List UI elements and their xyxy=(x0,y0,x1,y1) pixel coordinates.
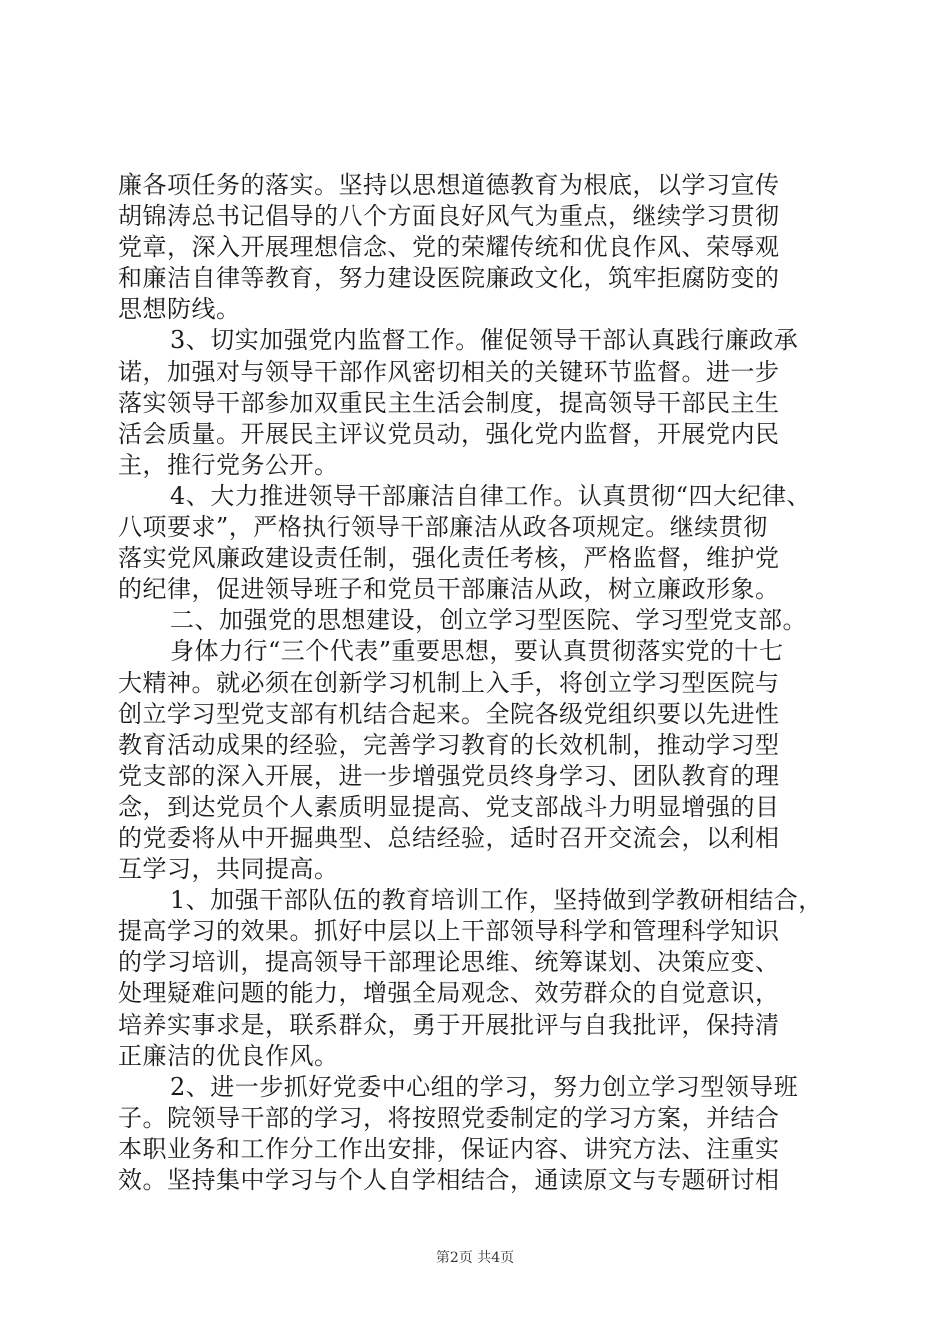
text-line: 的纪律，促进领导班子和党员干部廉洁从政，树立廉政形象。 xyxy=(118,575,780,604)
paragraph-start-line: 4、大力推进领导干部廉洁自律工作。认真贯彻“四大纪律、 xyxy=(170,481,812,510)
paragraph-start-line: 3、切实加强党内监督工作。催促领导干部认真践行廉政承 xyxy=(170,326,799,355)
text-line: 子。院领导干部的学习，将按照党委制定的学习方案，并结合 xyxy=(118,1103,780,1132)
text-line: 本职业务和工作分工作出安排，保证内容、讲究方法、注重实 xyxy=(118,1134,780,1163)
text-line: 活会质量。开展民主评议党员动，强化党内监督，开展党内民 xyxy=(118,419,780,448)
text-line: 培养实事求是，联系群众，勇于开展批评与自我批评，保持清 xyxy=(118,1010,780,1039)
document-body xyxy=(118,170,838,1196)
text-line: 念，到达党员个人素质明显提高、党支部战斗力明显增强的目 xyxy=(118,792,780,821)
text-line: 效。坚持集中学习与个人自学相结合，通读原文与专题研讨相 xyxy=(118,1166,780,1194)
text-line: 落实领导干部参加双重民主生活会制度，提高领导干部民主生 xyxy=(118,388,780,417)
paragraph-start-line: 身体力行“三个代表”重要思想，要认真贯彻落实党的十七 xyxy=(170,637,784,666)
text-line: 互学习，共同提高。 xyxy=(118,855,339,884)
paragraph-start-line: 1、加强干部队伍的教育培训工作，坚持做到学教研相结合， xyxy=(170,886,823,915)
paragraph-start-line: 2、进一步抓好党委中心组的学习，努力创立学习型领导班 xyxy=(170,1072,799,1101)
text-line: 党章，深入开展理想信念、党的荣耀传统和优良作风、荣辱观 xyxy=(118,233,780,262)
text-line: 思想防线。 xyxy=(118,295,241,324)
text-line: 八项要求”，严格执行领导干部廉洁从政各项规定。继续贯彻 xyxy=(118,513,768,542)
section-heading-line: 二、加强党的思想建设，创立学习型医院、学习型党支部。 xyxy=(170,606,807,635)
page-number-label: 第2页 共4页 xyxy=(435,1250,515,1266)
text-line: 主，推行党务公开。 xyxy=(118,450,339,479)
text-line: 诺，加强对与领导干部作风密切相关的关键环节监督。进一步 xyxy=(118,357,780,386)
text-line: 的学习培训，提高领导干部理论思维、统筹谋划、决策应变、 xyxy=(118,948,780,977)
text-line: 正廉洁的优良作风。 xyxy=(118,1041,339,1070)
text-line: 提高学习的效果。抓好中层以上干部领导科学和管理科学知识 xyxy=(118,917,780,946)
text-line: 教育活动成果的经验，完善学习教育的长效机制，推动学习型 xyxy=(118,730,780,759)
text-line: 廉各项任务的落实。坚持以思想道德教育为根底，以学习宣传 xyxy=(118,171,780,199)
text-line: 创立学习型党支部有机结合起来。全院各级党组织要以先进性 xyxy=(118,699,780,728)
text-line: 和廉洁自律等教育，努力建设医院廉政文化，筑牢拒腐防变的 xyxy=(118,264,780,293)
page-footer xyxy=(0,1247,950,1267)
text-line: 党支部的深入开展，进一步增强党员终身学习、团队教育的理 xyxy=(118,761,780,790)
text-line: 落实党风廉政建设责任制，强化责任考核，严格监督，维护党 xyxy=(118,544,780,573)
text-line: 的党委将从中开掘典型、总结经验，适时召开交流会，以利相 xyxy=(118,823,780,852)
text-line: 处理疑难问题的能力，增强全局观念、效劳群众的自觉意识， xyxy=(118,979,780,1008)
text-line: 胡锦涛总书记倡导的八个方面良好风气为重点，继续学习贯彻 xyxy=(118,202,780,231)
text-line: 大精神。就必须在创新学习机制上入手，将创立学习型医院与 xyxy=(118,668,780,697)
